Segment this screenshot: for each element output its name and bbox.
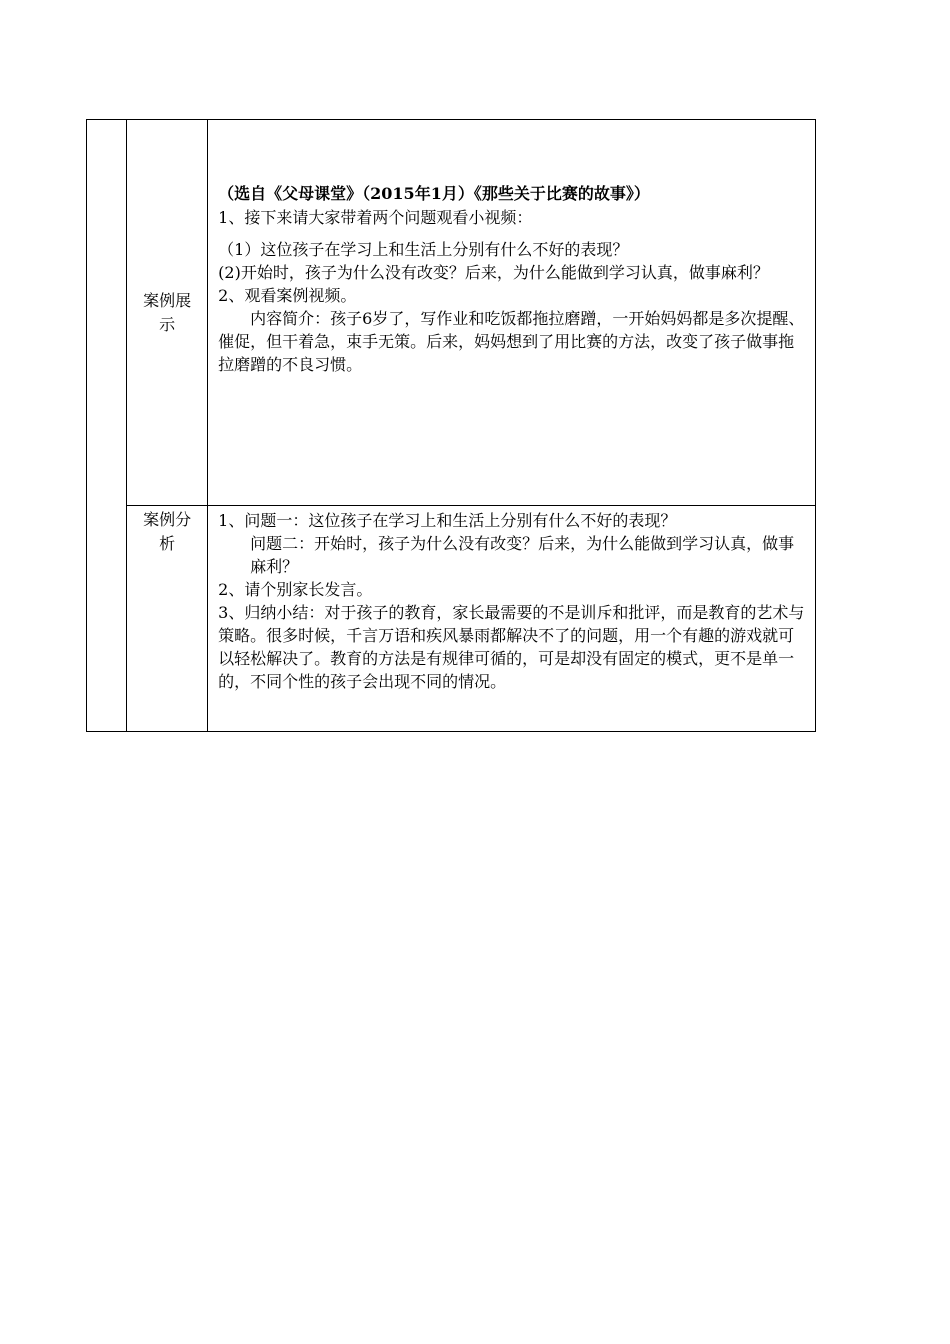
case-display-content-cell: [208, 120, 816, 506]
case-analysis-label: 案例分析: [143, 510, 192, 553]
analysis-item-3-text: 3、归纳小结：对于孩子的教育，家长最需要的不是训斥和批评，而是教育的艺术与策略。很多时候，千言万语和疾风暴雨都解决不了的问题，用一个有趣的游戏就可以轻松解决了。教育的方法是有规律可循的，可是却没有固定的模式，更不是单一的，不同个性的孩子会出现不同的情况。: [218, 603, 805, 691]
analysis-item-1b-text: 问题二：开始时，孩子为什么没有改变？后来，为什么能做到学习认真，做事麻利？: [250, 534, 795, 576]
table-row-case-display: [87, 120, 816, 506]
step-1-text: 1、接下来请大家带着两个问题观看小视频：: [218, 208, 533, 227]
question-2-text: (2)开始时，孩子为什么没有改变？后来，为什么能做到学习认真，做事麻利？: [218, 263, 769, 282]
table-row-case-analysis: [87, 506, 816, 732]
source-citation: （选自《父母课堂》（2015年1月）《那些关于比赛的故事》）: [218, 184, 650, 203]
content-summary-text: 内容简介：孩子6岁了，写作业和吃饭都拖拉磨蹭，一开始妈妈都是多次提醒、催促，但干着急，束手无策。后来，妈妈想到了用比赛的方法，改变了孩子做事拖拉磨蹭的不良习惯。: [218, 309, 805, 374]
case-display-label-cell: [127, 120, 208, 506]
merged-empty-cell: [87, 120, 127, 732]
case-analysis-label-cell: [127, 506, 208, 732]
analysis-item-1-text: 1、问题一：这位孩子在学习上和生活上分别有什么不好的表现？: [218, 511, 677, 530]
case-analysis-content-cell: [208, 506, 816, 732]
question-1-text: （1）这位孩子在学习上和生活上分别有什么不好的表现？: [218, 240, 629, 259]
case-display-label: 案例展示: [143, 290, 192, 334]
step-2-text: 2、观看案例视频。: [218, 286, 357, 305]
analysis-item-2-text: 2、请个别家长发言。: [218, 580, 373, 599]
lesson-table: [86, 119, 816, 732]
